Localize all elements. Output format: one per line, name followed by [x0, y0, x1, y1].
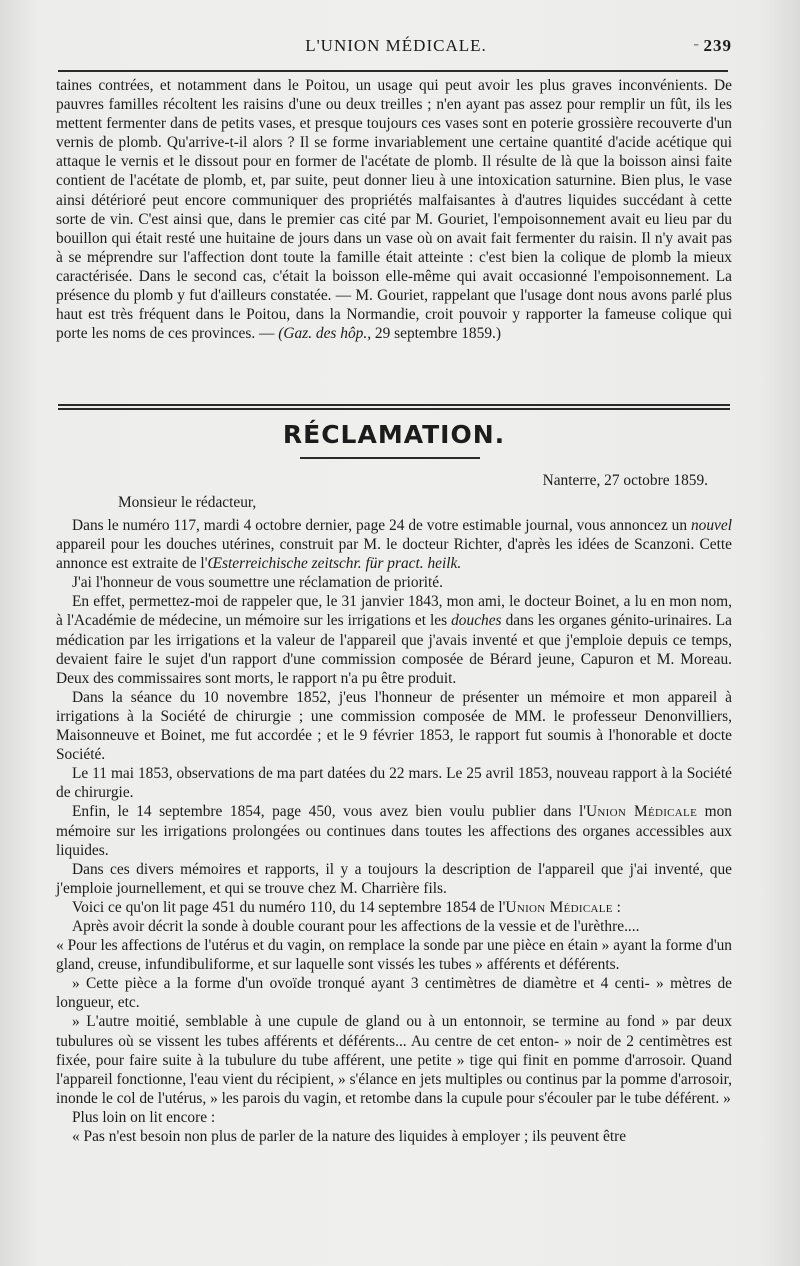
heading-underline [300, 457, 480, 459]
quote-2: » Cette pièce a la forme d'un ovoïde tronqué ayant 3 centimètres de diamètre et 4 centi- » mètres de longueur, etc. [56, 975, 732, 1012]
intro-citation: (Gaz. des hôp., [278, 325, 372, 343]
p1-text-a: Dans le numéro 117, mardi 4 octobre dernier, page 24 de votre estimable journal, vous annoncez un [72, 517, 688, 534]
quotation-block [56, 936, 732, 1108]
paragraph-8 [56, 898, 732, 917]
paragraph-3 [56, 592, 732, 687]
p8-union-medicale: Union Médicale [505, 898, 613, 916]
intro-citation-date: 29 septembre 1859.) [374, 325, 501, 343]
intro-paragraph [56, 76, 732, 343]
paragraph-10: Plus loin on lit encore : [72, 1108, 216, 1126]
running-header [56, 36, 736, 58]
paragraph-9: Après avoir décrit la sonde à double courant pour les affections de la vessie et de l'urèthre.... [72, 917, 640, 935]
p3-douches: douches [451, 612, 502, 630]
p8-text-a: Voici ce qu'on lit page 451 du numéro 110, du 14 septembre 1854 de l' [72, 898, 506, 916]
header-rule [58, 70, 728, 72]
p1-text-b: appareil pour les douches utérines, construit par M. le docteur Richter, d'après les idées de Scanzoni. Cette annonce est extraite de l' [56, 536, 732, 573]
p1-nouvel: nouvel [690, 517, 732, 534]
section-divider [58, 404, 730, 410]
paragraph-7: Dans ces divers mémoires et rapports, il y a toujours la description de l'appareil que j'ai inventé, que j'emploie journellement, et qui se trouve chez M. Charrière fils. [56, 860, 732, 897]
paragraph-6 [56, 802, 732, 859]
header-dash: - [693, 34, 700, 53]
intro-text: taines contrées, et notamment dans le Poitou, un usage qui peut avoir les plus graves inconvénients. De pauvres familles récoltent les raisins d'une ou deux treilles ; n'en ayant pas assez pour remplir un fût, ils les mettent fermenter dans de petits vases, et presque toujours ces vases sont en poterie grossière recouverte d'un vernis de plomb. Qu'arrive-t-il alors ? Il se forme invariablement une certaine quantité d'acide acétique qui attaque le vernis et le dissout pour en former de l'acétate de plomb. Il résulte de là que la boisson ainsi faite contient de l'acétate de plomb, et, par suite, peut donner lieu à une intoxication saturnine. Bien plus, le vase ainsi détérioré peut encore communiquer des propriétés malfaisantes à d'autres liquides succédant à cette sorte de vin. C'est ainsi que, dans le premier cas cité par M. Gouriet, l'empoisonnement avait eu lieu par du bouillon qui était resté une huitaine de jours dans un vase où on avait fait fermenter du raisin. Il n'y avait pas à se méprendre sur l'affection dont toute la famille était atteinte : c'est bien la colique de plomb la mieux caractérisée. Dans le second cas, c'était la boisson elle-même qui avait occasionné l'empoisonnement. La présence du plomb y fut d'ailleurs constatée. — M. Gouriet, rappelant que l'usage dont nous avons parlé plus haut est très fréquent dans le Poitou, dans la Normandie, croit pouvoir y rapporter la fameuse colique qui porte les noms de ces provinces. — [56, 77, 732, 343]
p6-text-a: Enfin, le 14 septembre 1854, page 450, vous avez bien voulu publier dans l' [72, 803, 587, 821]
letter-body [56, 516, 732, 1146]
quote-4: « Pas n'est besoin non plus de parler de la nature des liquides à employer ; ils peuvent être [72, 1128, 627, 1145]
p3-text-b: dans les organes génito-urinaires. La médication par les irrigations et la valeur de l'appareil que j'avais inventé et que j'emploie depuis ce temps, devaient faire le sujet d'un rapport d'une commission composée de Bérard jeune, Capuron et M. Moreau. Deux des commissaires sont morts, le rapport n'a pu être produit. [56, 612, 732, 687]
p6-text-b: mon mémoire sur les irrigations prolongées ou continues dans toutes les affections des organes accessibles aux liquides. [56, 803, 733, 859]
p1-journal: Œsterreichische zeitschr. für pract. heilk. [207, 555, 462, 573]
section-heading: RÉCLAMATION. [282, 420, 506, 449]
journal-title: L'UNION MÉDICALE. [305, 36, 487, 55]
p3-text-a: En effet, permettez-moi de rappeler que, le 31 janvier 1843, mon ami, le docteur Boinet, a lu en mon nom, à l'Académie de médecine, un mémoire sur les irrigations et les [56, 593, 732, 630]
paragraph-4: Dans la séance du 10 novembre 1852, j'eus l'honneur de présenter un mémoire et mon appareil à irrigations à la Société de chirurgie ; une commission composée de MM. le professeur Denonvilliers, Maisonneuve et Boinet, me fut accordée ; et le 9 février 1853, le rapport fut soumis à l'honorable et docte Société. [56, 688, 732, 764]
paragraph-2: J'ai l'honneur de vous soumettre une réclamation de priorité. [72, 574, 443, 592]
paragraph-5: Le 11 mai 1853, observations de ma part datées du 22 mars. Le 25 avril 1853, nouveau rapport à la Société de chirurgie. [56, 765, 732, 802]
letter-dateline: Nanterre, 27 octobre 1859. [542, 472, 708, 489]
paragraph-1 [56, 516, 732, 573]
p6-union-medicale: Union Médicale [586, 803, 698, 821]
letter-salutation: Monsieur le rédacteur, [118, 494, 257, 511]
quote-1: « Pour les affections de l'utérus et du vagin, on remplace la sonde par une pièce en étain » ayant la forme d'un gland, creuse, infundibuliforme, et sur laquelle sont vissés les tubes » afférents et déférents. [56, 937, 732, 974]
quote-3: » L'autre moitié, semblable à une cupule de gland ou à un entonnoir, se termine au fond » par deux tubulures où se vissent les tubes afférents et déférents... Au centre de cet enton- » noir de 2 centimètres est fixée, pour faire suite à la tubulure du tube afférent, une petite » tige qui finit en pomme d'arrosoir. Quand l'appareil fonctionne, l'eau vient du récipient, » s'élance en jets multiples ou continus par la pomme d'arrosoir, inonde le col de l'utérus, » les parois du vagin, et retombe dans la cupule pour s'écouler par le tube déférent. » [56, 1013, 732, 1107]
page-number: 239 [703, 36, 732, 55]
p8-text-b: : [616, 898, 621, 916]
